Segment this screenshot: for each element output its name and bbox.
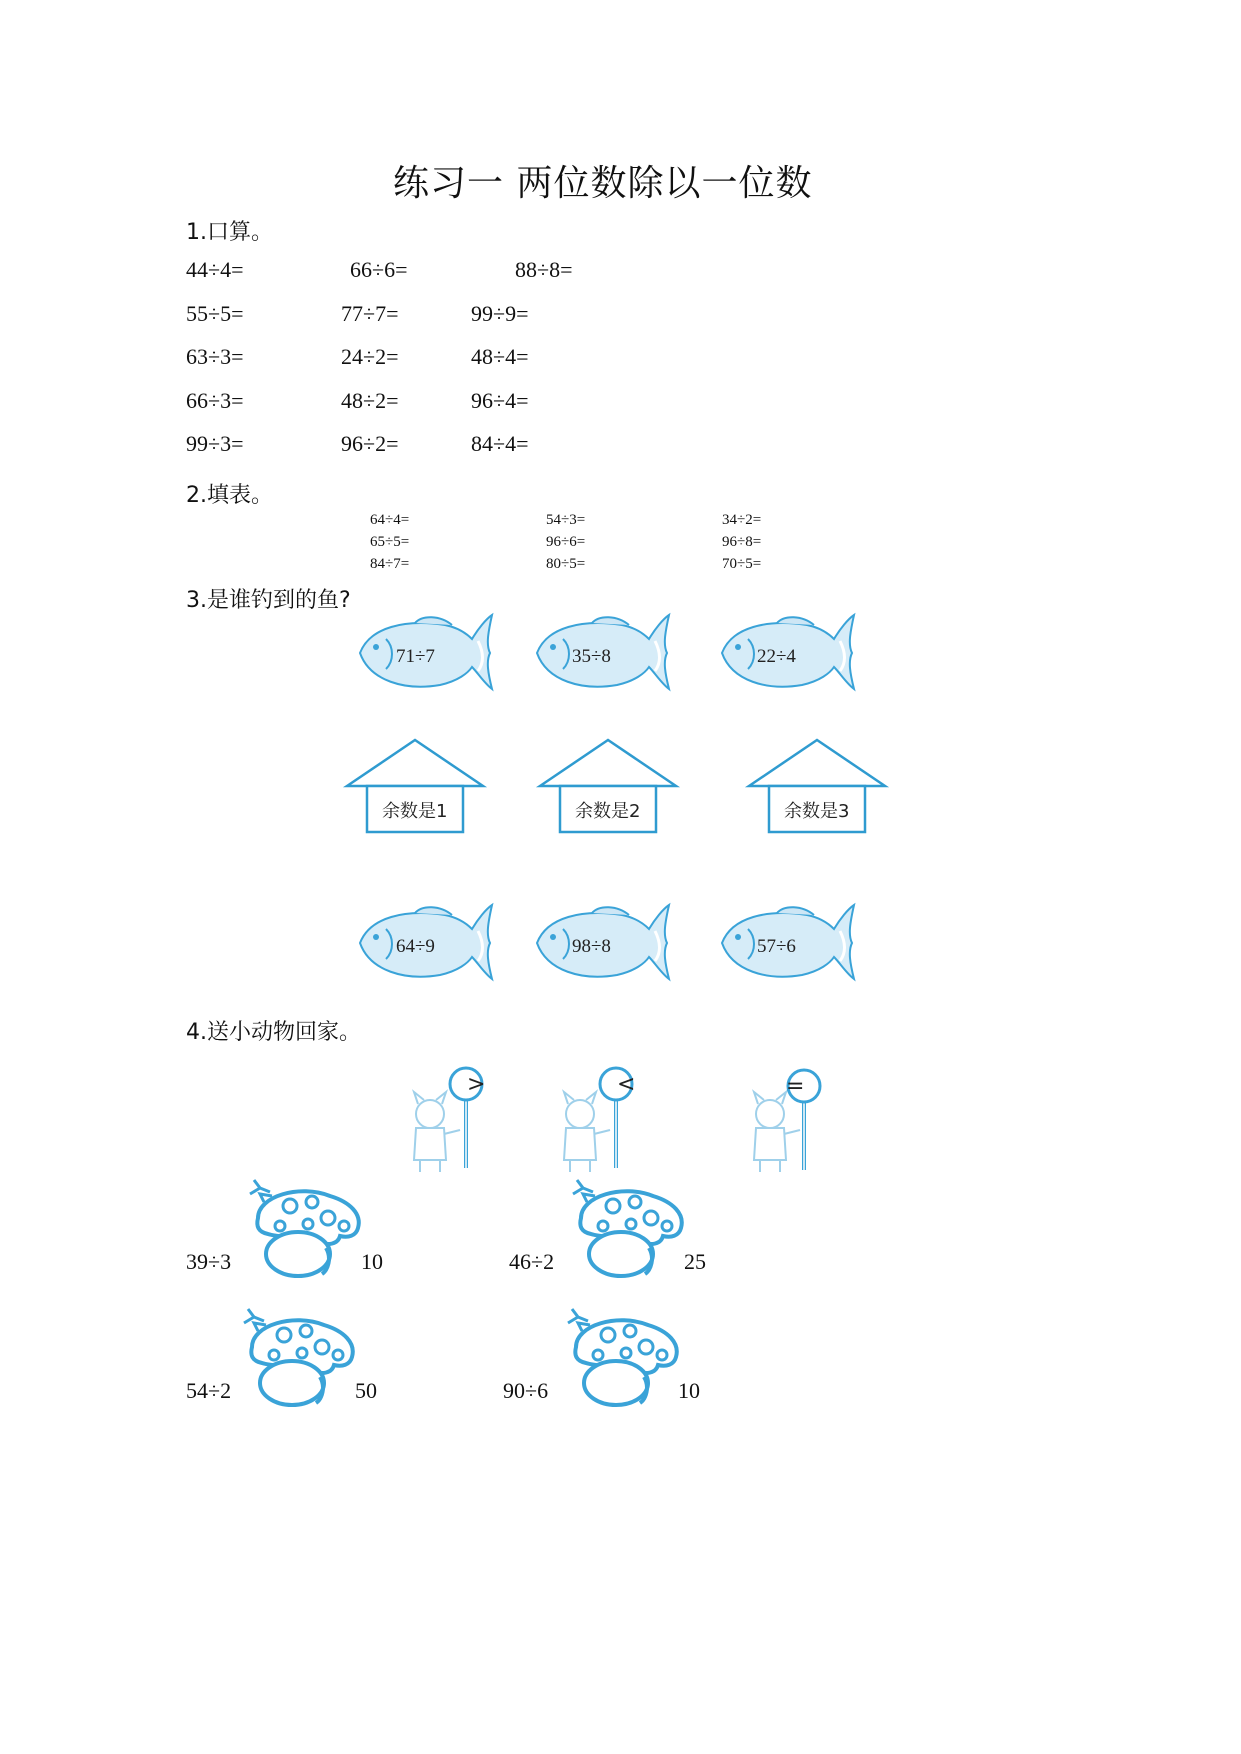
table-cell: 96÷8= (722, 534, 762, 550)
pair-right: 10 (361, 1249, 383, 1274)
calc-item: 96÷2= (341, 431, 399, 456)
calc-item: 24÷2= (341, 344, 399, 369)
calc-item: 99÷9= (471, 301, 529, 326)
mushroom-house (250, 1180, 359, 1276)
house-label: 余数是2 (575, 801, 641, 822)
fish-label: 71÷7 (396, 646, 435, 667)
pair-left: 46÷2 (509, 1249, 555, 1274)
table-cell: 64÷4= (370, 512, 410, 528)
pair-right: 25 (684, 1249, 706, 1274)
calc-item: 66÷6= (350, 257, 408, 282)
section-3-heading: 3.是谁钓到的鱼? (186, 588, 351, 613)
table-cell: 80÷5= (546, 556, 586, 572)
mushroom-house (573, 1180, 682, 1276)
calc-item: 84÷4= (471, 431, 529, 456)
pair-left: 90÷6 (503, 1378, 549, 1403)
page-title: 练习一 两位数除以一位数 (393, 163, 813, 204)
sign-symbol: > (467, 1072, 486, 1097)
pair-right: 10 (678, 1378, 700, 1403)
calc-item: 88÷8= (515, 257, 573, 282)
sign-symbol: = (786, 1074, 805, 1099)
calc-item: 77÷7= (341, 301, 399, 326)
mushroom-house (244, 1309, 353, 1405)
fish-label: 98÷8 (572, 936, 611, 957)
table-cell: 34÷2= (722, 512, 762, 528)
pair-left: 54÷2 (186, 1378, 232, 1403)
table-cell: 96÷6= (546, 534, 586, 550)
fish-label: 35÷8 (572, 646, 611, 667)
calc-item: 96÷4= (471, 388, 529, 413)
table-cell: 84÷7= (370, 556, 410, 572)
calc-item: 48÷4= (471, 344, 529, 369)
calc-item: 48÷2= (341, 388, 399, 413)
mushroom-house (568, 1309, 677, 1405)
section-1-heading: 1.口算。 (186, 220, 273, 245)
section-4-heading: 4.送小动物回家。 (186, 1020, 361, 1045)
sign-symbol: < (617, 1072, 636, 1097)
table-cell: 54÷3= (546, 512, 586, 528)
calc-item: 66÷3= (186, 388, 244, 413)
calc-item: 63÷3= (186, 344, 244, 369)
pair-left: 39÷3 (186, 1249, 232, 1274)
section-2-heading: 2.填表。 (186, 483, 273, 508)
calc-item: 99÷3= (186, 431, 244, 456)
table-cell: 65÷5= (370, 534, 410, 550)
table-cell: 70÷5= (722, 556, 762, 572)
pair-right: 50 (355, 1378, 377, 1403)
fish-label: 57÷6 (757, 936, 796, 957)
fish-label: 22÷4 (757, 646, 796, 667)
house-label: 余数是3 (784, 801, 850, 822)
calc-item: 55÷5= (186, 301, 244, 326)
calc-item: 44÷4= (186, 257, 244, 282)
fish-label: 64÷9 (396, 936, 435, 957)
house-label: 余数是1 (382, 801, 448, 822)
